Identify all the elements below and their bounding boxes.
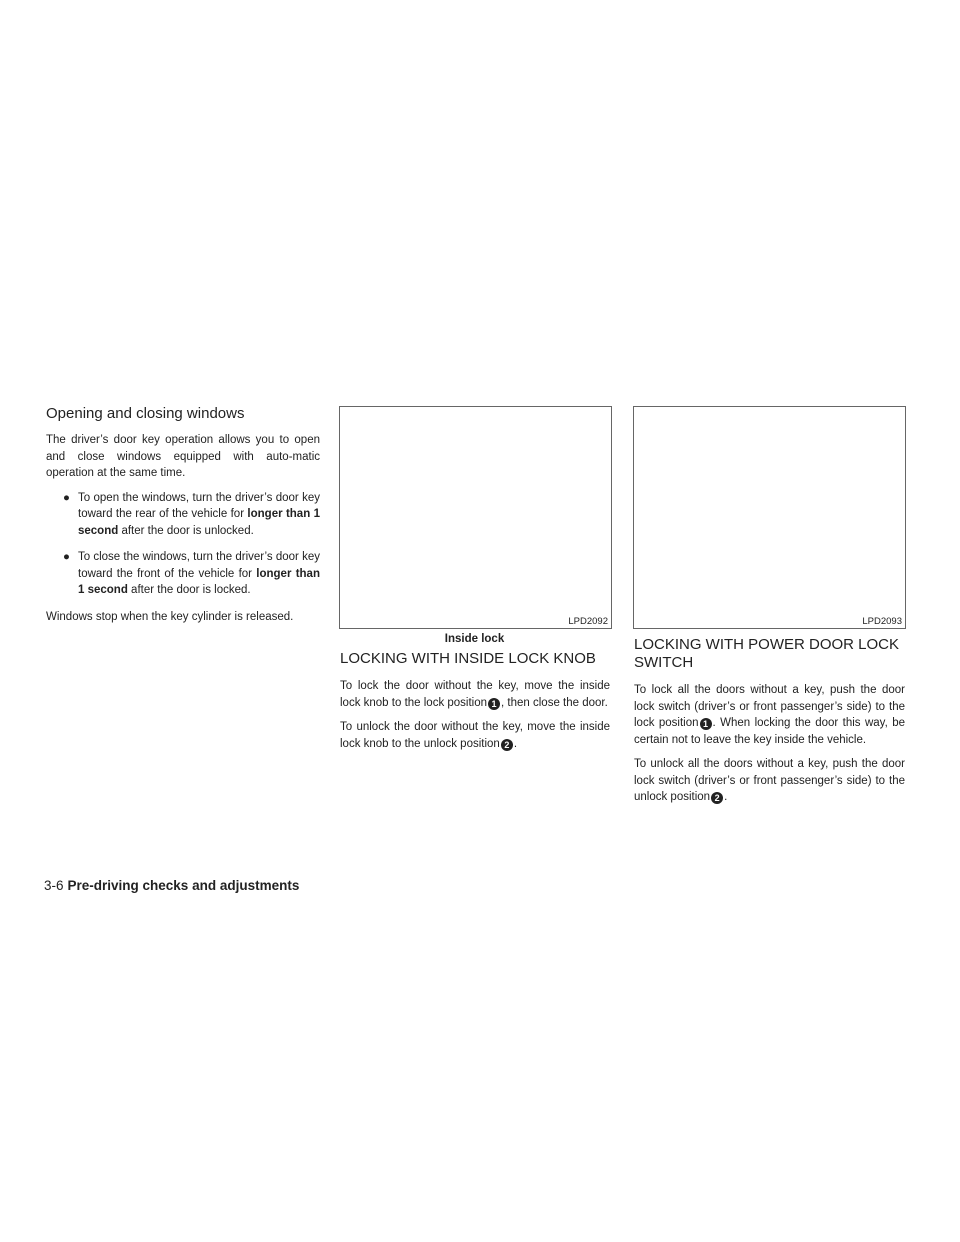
figure-power-door-lock [633,406,906,629]
marker-2-icon: 2 [501,739,513,751]
bullet-text: To close the windows, turn the driver’s door key toward the front of the vehicle for [78,551,320,580]
paragraph-text: To lock the door without the key, move the inside lock knob to the lock position [340,680,610,709]
bullet-text: To open the windows, turn the driver’s door key toward the rear of the vehicle for [78,491,320,520]
bullet-text: after the door is locked. [127,584,251,596]
inside-knob-unlock-paragraph [340,719,610,752]
figure-code: LPD2092 [568,616,608,627]
list-item [46,490,320,540]
bullet-bold: longer than 1 second [78,508,320,537]
windows-section [46,405,320,633]
figure-inside-lock [339,406,612,629]
power-switch-section [634,636,905,814]
paragraph-text: To unlock the door without the key, move the inside lock knob to the unlock position [340,721,610,750]
page-footer [44,878,299,893]
paragraph-text: To unlock all the doors without a key, push the door lock switch (driver’s or front passenger’s side) to the unlock position [634,758,905,803]
bullet-icon: ● [63,551,70,563]
figure-caption: Inside lock [444,633,505,645]
windows-intro: The driver’s door key operation allows you to open and close windows equipped with auto-matic operation at the same time. [46,434,320,479]
paragraph-text: . [724,791,728,803]
list-item [46,549,320,599]
marker-1-icon: 1 [700,718,712,730]
inside-knob-lock-paragraph [340,678,610,711]
power-switch-lock-paragraph [634,682,905,748]
windows-heading: Opening and closing windows [46,405,245,422]
power-switch-heading: LOCKING WITH POWER DOOR LOCK SWITCH [634,636,900,671]
paragraph-text: . [513,737,518,750]
bullet-icon: ● [63,491,70,504]
paragraph-text: To lock all the doors without a key, push the door lock switch (driver’s or front passenger’s side) to the lock position [634,684,905,729]
windows-bullet-list [46,490,320,599]
marker-1-icon: 1 [488,698,500,710]
paragraph-text: , then close the door. [501,696,608,709]
paragraph-text: . When locking the door this way, be certain not to leave the key inside the vehicle. [634,717,905,746]
inside-knob-section [340,650,610,760]
page-number: 3-6 [44,878,64,893]
marker-2-icon: 2 [711,792,723,804]
chapter-title: Pre-driving checks and adjustments [67,878,300,893]
bullet-text: after the door is unlocked. [118,524,254,537]
power-switch-unlock-paragraph [634,756,905,806]
windows-stop-note: Windows stop when the key cylinder is released. [46,610,294,623]
figure-code: LPD2093 [862,616,902,627]
inside-knob-heading: LOCKING WITH INSIDE LOCK KNOB [340,650,596,667]
bullet-bold: longer than 1 second [78,567,320,596]
